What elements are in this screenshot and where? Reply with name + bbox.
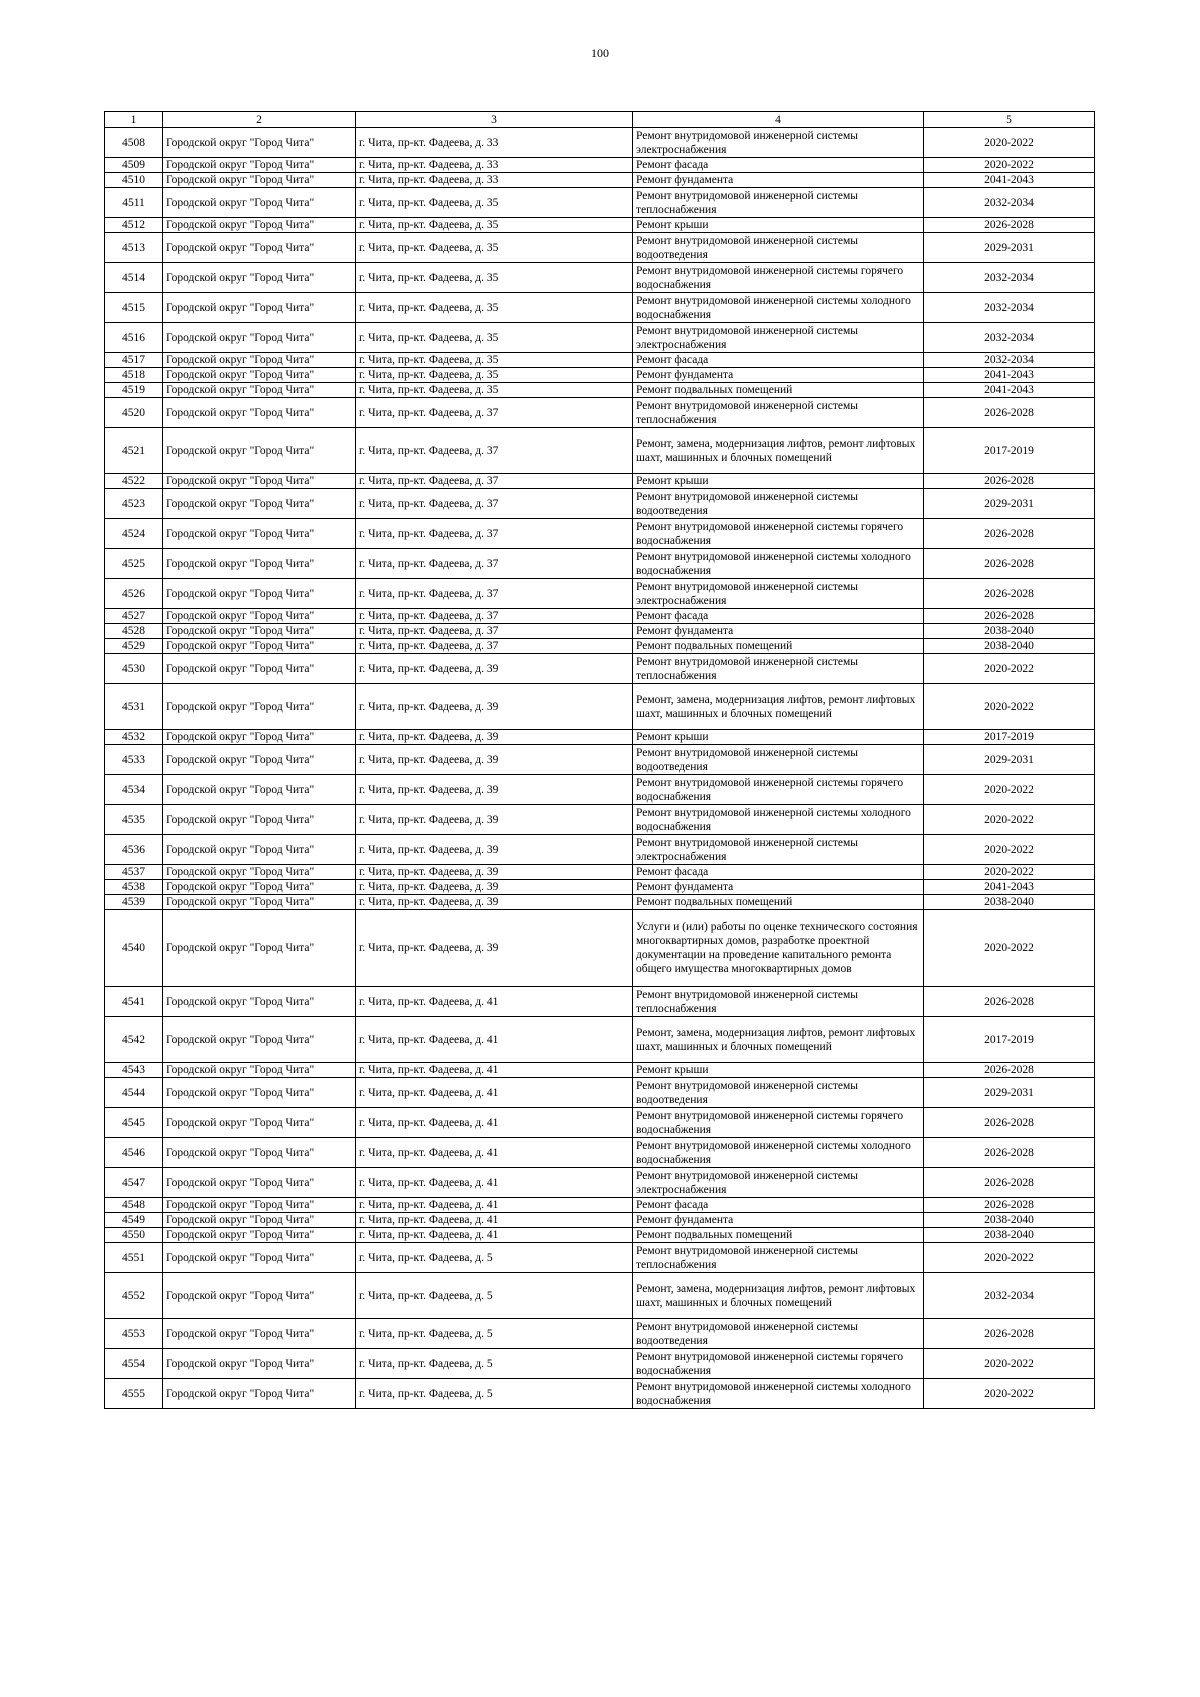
- period-cell: 2029-2031: [924, 489, 1095, 519]
- municipality-cell: Городской округ "Город Чита": [163, 368, 356, 383]
- work-type-cell: Ремонт фундамента: [633, 368, 924, 383]
- work-type-cell: Ремонт крыши: [633, 218, 924, 233]
- address-cell: г. Чита, пр-кт. Фадеева, д. 39: [356, 895, 633, 910]
- address-cell: г. Чита, пр-кт. Фадеева, д. 5: [356, 1379, 633, 1409]
- address-cell: г. Чита, пр-кт. Фадеева, д. 35: [356, 293, 633, 323]
- table-row: [105, 654, 1095, 684]
- address-cell: г. Чита, пр-кт. Фадеева, д. 39: [356, 775, 633, 805]
- period-cell: 2020-2022: [924, 1243, 1095, 1273]
- period-cell: 2026-2028: [924, 549, 1095, 579]
- row-number: 4554: [105, 1349, 163, 1379]
- row-number: 4526: [105, 579, 163, 609]
- address-cell: г. Чита, пр-кт. Фадеева, д. 41: [356, 1063, 633, 1078]
- municipality-cell: Городской округ "Город Чита": [163, 745, 356, 775]
- address-cell: г. Чита, пр-кт. Фадеева, д. 39: [356, 910, 633, 987]
- period-cell: 2029-2031: [924, 1078, 1095, 1108]
- header-col-5: 5: [924, 112, 1095, 128]
- table-row: [105, 1017, 1095, 1063]
- table-row: [105, 835, 1095, 865]
- work-type-cell: Ремонт фасада: [633, 158, 924, 173]
- row-number: 4518: [105, 368, 163, 383]
- row-number: 4527: [105, 609, 163, 624]
- period-cell: 2020-2022: [924, 1349, 1095, 1379]
- period-cell: 2041-2043: [924, 880, 1095, 895]
- municipality-cell: Городской округ "Город Чита": [163, 624, 356, 639]
- period-cell: 2026-2028: [924, 1138, 1095, 1168]
- municipality-cell: Городской округ "Город Чита": [163, 293, 356, 323]
- period-cell: 2041-2043: [924, 173, 1095, 188]
- row-number: 4511: [105, 188, 163, 218]
- table-row: [105, 1108, 1095, 1138]
- table-body: [105, 128, 1095, 1409]
- municipality-cell: Городской округ "Город Чита": [163, 1243, 356, 1273]
- table-row: [105, 233, 1095, 263]
- row-number: 4549: [105, 1213, 163, 1228]
- period-cell: 2020-2022: [924, 1379, 1095, 1409]
- address-cell: г. Чита, пр-кт. Фадеева, д. 5: [356, 1243, 633, 1273]
- row-number: 4514: [105, 263, 163, 293]
- work-type-cell: Ремонт внутридомовой инженерной системы холодного водоснабжения: [633, 1138, 924, 1168]
- period-cell: 2041-2043: [924, 368, 1095, 383]
- period-cell: 2017-2019: [924, 1017, 1095, 1063]
- address-cell: г. Чита, пр-кт. Фадеева, д. 41: [356, 1017, 633, 1063]
- table-row: [105, 1243, 1095, 1273]
- work-type-cell: Ремонт внутридомовой инженерной системы электроснабжения: [633, 128, 924, 158]
- period-cell: 2032-2034: [924, 188, 1095, 218]
- municipality-cell: Городской округ "Город Чита": [163, 865, 356, 880]
- period-cell: 2020-2022: [924, 128, 1095, 158]
- table-row: [105, 353, 1095, 368]
- work-type-cell: Ремонт подвальных помещений: [633, 639, 924, 654]
- work-type-cell: Ремонт внутридомовой инженерной системы теплоснабжения: [633, 1243, 924, 1273]
- period-cell: 2038-2040: [924, 639, 1095, 654]
- work-type-cell: Ремонт внутридомовой инженерной системы холодного водоснабжения: [633, 293, 924, 323]
- row-number: 4530: [105, 654, 163, 684]
- row-number: 4520: [105, 398, 163, 428]
- address-cell: г. Чита, пр-кт. Фадеева, д. 39: [356, 865, 633, 880]
- table-row: [105, 173, 1095, 188]
- row-number: 4540: [105, 910, 163, 987]
- work-type-cell: Ремонт фасада: [633, 865, 924, 880]
- municipality-cell: Городской округ "Город Чита": [163, 1228, 356, 1243]
- row-number: 4551: [105, 1243, 163, 1273]
- period-cell: 2026-2028: [924, 1198, 1095, 1213]
- table-row: [105, 474, 1095, 489]
- row-number: 4529: [105, 639, 163, 654]
- page-number: 100: [591, 46, 609, 60]
- row-number: 4545: [105, 1108, 163, 1138]
- work-type-cell: Ремонт крыши: [633, 730, 924, 745]
- table-row: [105, 1198, 1095, 1213]
- municipality-cell: Городской округ "Город Чита": [163, 1213, 356, 1228]
- municipality-cell: Городской округ "Город Чита": [163, 474, 356, 489]
- municipality-cell: Городской округ "Город Чита": [163, 188, 356, 218]
- work-type-cell: Ремонт внутридомовой инженерной системы холодного водоснабжения: [633, 1379, 924, 1409]
- row-number: 4508: [105, 128, 163, 158]
- address-cell: г. Чита, пр-кт. Фадеева, д. 37: [356, 489, 633, 519]
- address-cell: г. Чита, пр-кт. Фадеева, д. 33: [356, 128, 633, 158]
- table-row: [105, 910, 1095, 987]
- work-type-cell: Ремонт фундамента: [633, 1213, 924, 1228]
- period-cell: 2020-2022: [924, 865, 1095, 880]
- row-number: 4521: [105, 428, 163, 474]
- table-row: [105, 624, 1095, 639]
- row-number: 4532: [105, 730, 163, 745]
- row-number: 4552: [105, 1273, 163, 1319]
- municipality-cell: Городской округ "Город Чита": [163, 489, 356, 519]
- row-number: 4534: [105, 775, 163, 805]
- address-cell: г. Чита, пр-кт. Фадеева, д. 39: [356, 835, 633, 865]
- table-row: [105, 1213, 1095, 1228]
- work-type-cell: Ремонт внутридомовой инженерной системы электроснабжения: [633, 579, 924, 609]
- address-cell: г. Чита, пр-кт. Фадеева, д. 39: [356, 654, 633, 684]
- table-row: [105, 128, 1095, 158]
- period-cell: 2026-2028: [924, 1108, 1095, 1138]
- municipality-cell: Городской округ "Город Чита": [163, 233, 356, 263]
- municipality-cell: Городской округ "Город Чита": [163, 1198, 356, 1213]
- row-number: 4523: [105, 489, 163, 519]
- period-cell: 2032-2034: [924, 1273, 1095, 1319]
- municipality-cell: Городской округ "Город Чита": [163, 609, 356, 624]
- table-row: [105, 1078, 1095, 1108]
- period-cell: 2032-2034: [924, 293, 1095, 323]
- table-row: [105, 218, 1095, 233]
- row-number: 4525: [105, 549, 163, 579]
- municipality-cell: Городской округ "Город Чита": [163, 128, 356, 158]
- period-cell: 2038-2040: [924, 1213, 1095, 1228]
- row-number: 4546: [105, 1138, 163, 1168]
- address-cell: г. Чита, пр-кт. Фадеева, д. 39: [356, 730, 633, 745]
- row-number: 4538: [105, 880, 163, 895]
- address-cell: г. Чита, пр-кт. Фадеева, д. 5: [356, 1273, 633, 1319]
- period-cell: 2026-2028: [924, 1319, 1095, 1349]
- municipality-cell: Городской округ "Город Чита": [163, 579, 356, 609]
- row-number: 4515: [105, 293, 163, 323]
- row-number: 4536: [105, 835, 163, 865]
- municipality-cell: Городской округ "Город Чита": [163, 158, 356, 173]
- period-cell: 2032-2034: [924, 353, 1095, 368]
- work-type-cell: Ремонт внутридомовой инженерной системы теплоснабжения: [633, 987, 924, 1017]
- address-cell: г. Чита, пр-кт. Фадеева, д. 39: [356, 805, 633, 835]
- table-row: [105, 745, 1095, 775]
- work-type-cell: Ремонт внутридомовой инженерной системы водоотведения: [633, 489, 924, 519]
- header-col-2: 2: [163, 112, 356, 128]
- address-cell: г. Чита, пр-кт. Фадеева, д. 37: [356, 624, 633, 639]
- municipality-cell: Городской округ "Город Чита": [163, 549, 356, 579]
- table-row: [105, 987, 1095, 1017]
- work-type-cell: Ремонт внутридомовой инженерной системы горячего водоснабжения: [633, 775, 924, 805]
- period-cell: 2029-2031: [924, 233, 1095, 263]
- period-cell: 2029-2031: [924, 745, 1095, 775]
- address-cell: г. Чита, пр-кт. Фадеева, д. 33: [356, 158, 633, 173]
- period-cell: 2026-2028: [924, 609, 1095, 624]
- municipality-cell: Городской округ "Город Чита": [163, 987, 356, 1017]
- work-type-cell: Ремонт, замена, модернизация лифтов, ремонт лифтовых шахт, машинных и блочных помещений: [633, 1017, 924, 1063]
- row-number: 4555: [105, 1379, 163, 1409]
- table-row: [105, 639, 1095, 654]
- table-row: [105, 1063, 1095, 1078]
- work-type-cell: Ремонт внутридомовой инженерной системы теплоснабжения: [633, 398, 924, 428]
- municipality-cell: Городской округ "Город Чита": [163, 895, 356, 910]
- period-cell: 2020-2022: [924, 684, 1095, 730]
- table-row: [105, 293, 1095, 323]
- address-cell: г. Чита, пр-кт. Фадеева, д. 37: [356, 579, 633, 609]
- repair-schedule-table: [104, 111, 1095, 1409]
- period-cell: 2026-2028: [924, 218, 1095, 233]
- work-type-cell: Ремонт внутридомовой инженерной системы теплоснабжения: [633, 188, 924, 218]
- address-cell: г. Чита, пр-кт. Фадеева, д. 41: [356, 1138, 633, 1168]
- row-number: 4548: [105, 1198, 163, 1213]
- row-number: 4535: [105, 805, 163, 835]
- period-cell: 2020-2022: [924, 158, 1095, 173]
- work-type-cell: Ремонт внутридомовой инженерной системы электроснабжения: [633, 835, 924, 865]
- work-type-cell: Ремонт внутридомовой инженерной системы водоотведения: [633, 233, 924, 263]
- table-row: [105, 398, 1095, 428]
- work-type-cell: Ремонт внутридомовой инженерной системы электроснабжения: [633, 323, 924, 353]
- table-row: [105, 188, 1095, 218]
- row-number: 4528: [105, 624, 163, 639]
- period-cell: 2038-2040: [924, 895, 1095, 910]
- period-cell: 2026-2028: [924, 1168, 1095, 1198]
- address-cell: г. Чита, пр-кт. Фадеева, д. 5: [356, 1349, 633, 1379]
- row-number: 4550: [105, 1228, 163, 1243]
- municipality-cell: Городской округ "Город Чита": [163, 880, 356, 895]
- table-row: [105, 805, 1095, 835]
- address-cell: г. Чита, пр-кт. Фадеева, д. 39: [356, 880, 633, 895]
- work-type-cell: Ремонт фасада: [633, 353, 924, 368]
- work-type-cell: Ремонт фундамента: [633, 624, 924, 639]
- row-number: 4537: [105, 865, 163, 880]
- period-cell: 2038-2040: [924, 624, 1095, 639]
- address-cell: г. Чита, пр-кт. Фадеева, д. 41: [356, 1078, 633, 1108]
- municipality-cell: Городской округ "Город Чита": [163, 835, 356, 865]
- period-cell: 2026-2028: [924, 1063, 1095, 1078]
- period-cell: 2032-2034: [924, 263, 1095, 293]
- table-row: [105, 368, 1095, 383]
- row-number: 4531: [105, 684, 163, 730]
- address-cell: г. Чита, пр-кт. Фадеева, д. 35: [356, 383, 633, 398]
- row-number: 4516: [105, 323, 163, 353]
- table-row: [105, 1319, 1095, 1349]
- municipality-cell: Городской округ "Город Чита": [163, 684, 356, 730]
- table-row: [105, 158, 1095, 173]
- work-type-cell: Ремонт фундамента: [633, 880, 924, 895]
- table-row: [105, 263, 1095, 293]
- work-type-cell: Ремонт внутридомовой инженерной системы горячего водоснабжения: [633, 1349, 924, 1379]
- work-type-cell: Ремонт фасада: [633, 1198, 924, 1213]
- address-cell: г. Чита, пр-кт. Фадеева, д. 35: [356, 368, 633, 383]
- period-cell: 2026-2028: [924, 519, 1095, 549]
- work-type-cell: Ремонт, замена, модернизация лифтов, ремонт лифтовых шахт, машинных и блочных помещений: [633, 1273, 924, 1319]
- row-number: 4544: [105, 1078, 163, 1108]
- table-row: [105, 1349, 1095, 1379]
- period-cell: 2032-2034: [924, 323, 1095, 353]
- table-row: [105, 730, 1095, 745]
- address-cell: г. Чита, пр-кт. Фадеева, д. 37: [356, 398, 633, 428]
- municipality-cell: Городской округ "Город Чита": [163, 805, 356, 835]
- municipality-cell: Городской округ "Город Чита": [163, 1078, 356, 1108]
- period-cell: 2026-2028: [924, 398, 1095, 428]
- address-cell: г. Чита, пр-кт. Фадеева, д. 5: [356, 1319, 633, 1349]
- municipality-cell: Городской округ "Город Чита": [163, 383, 356, 398]
- period-cell: 2038-2040: [924, 1228, 1095, 1243]
- table-row: [105, 684, 1095, 730]
- header-row: [105, 112, 1095, 128]
- municipality-cell: Городской округ "Город Чита": [163, 519, 356, 549]
- address-cell: г. Чита, пр-кт. Фадеева, д. 35: [356, 263, 633, 293]
- work-type-cell: Ремонт подвальных помещений: [633, 1228, 924, 1243]
- row-number: 4539: [105, 895, 163, 910]
- table-row: [105, 1273, 1095, 1319]
- work-type-cell: Ремонт фасада: [633, 609, 924, 624]
- table-row: [105, 895, 1095, 910]
- header-col-4: 4: [633, 112, 924, 128]
- municipality-cell: Городской округ "Город Чита": [163, 1108, 356, 1138]
- period-cell: 2026-2028: [924, 579, 1095, 609]
- table-row: [105, 1138, 1095, 1168]
- municipality-cell: Городской округ "Город Чита": [163, 910, 356, 987]
- work-type-cell: Ремонт внутридомовой инженерной системы водоотведения: [633, 1078, 924, 1108]
- municipality-cell: Городской округ "Город Чита": [163, 323, 356, 353]
- row-number: 4519: [105, 383, 163, 398]
- period-cell: 2041-2043: [924, 383, 1095, 398]
- row-number: 4541: [105, 987, 163, 1017]
- address-cell: г. Чита, пр-кт. Фадеева, д. 41: [356, 1168, 633, 1198]
- municipality-cell: Городской округ "Город Чита": [163, 639, 356, 654]
- table-row: [105, 775, 1095, 805]
- header-col-1: 1: [105, 112, 163, 128]
- municipality-cell: Городской округ "Город Чита": [163, 1379, 356, 1409]
- municipality-cell: Городской округ "Город Чита": [163, 1319, 356, 1349]
- period-cell: 2017-2019: [924, 730, 1095, 745]
- header-col-3: 3: [356, 112, 633, 128]
- address-cell: г. Чита, пр-кт. Фадеева, д. 37: [356, 549, 633, 579]
- row-number: 4543: [105, 1063, 163, 1078]
- row-number: 4542: [105, 1017, 163, 1063]
- period-cell: 2026-2028: [924, 474, 1095, 489]
- row-number: 4547: [105, 1168, 163, 1198]
- table-row: [105, 549, 1095, 579]
- work-type-cell: Ремонт крыши: [633, 1063, 924, 1078]
- table-row: [105, 1379, 1095, 1409]
- row-number: 4522: [105, 474, 163, 489]
- address-cell: г. Чита, пр-кт. Фадеева, д. 33: [356, 173, 633, 188]
- row-number: 4512: [105, 218, 163, 233]
- municipality-cell: Городской округ "Город Чита": [163, 428, 356, 474]
- address-cell: г. Чита, пр-кт. Фадеева, д. 41: [356, 987, 633, 1017]
- address-cell: г. Чита, пр-кт. Фадеева, д. 37: [356, 639, 633, 654]
- row-number: 4513: [105, 233, 163, 263]
- address-cell: г. Чита, пр-кт. Фадеева, д. 35: [356, 233, 633, 263]
- work-type-cell: Ремонт внутридомовой инженерной системы электроснабжения: [633, 1168, 924, 1198]
- table-row: [105, 519, 1095, 549]
- work-type-cell: Ремонт внутридомовой инженерной системы холодного водоснабжения: [633, 549, 924, 579]
- work-type-cell: Ремонт внутридомовой инженерной системы водоотведения: [633, 1319, 924, 1349]
- table-row: [105, 1228, 1095, 1243]
- work-type-cell: Ремонт внутридомовой инженерной системы холодного водоснабжения: [633, 805, 924, 835]
- municipality-cell: Городской округ "Город Чита": [163, 1063, 356, 1078]
- table-row: [105, 1168, 1095, 1198]
- period-cell: 2020-2022: [924, 775, 1095, 805]
- table-row: [105, 880, 1095, 895]
- period-cell: 2020-2022: [924, 805, 1095, 835]
- municipality-cell: Городской округ "Город Чита": [163, 173, 356, 188]
- municipality-cell: Городской округ "Город Чита": [163, 1273, 356, 1319]
- work-type-cell: Ремонт внутридомовой инженерной системы горячего водоснабжения: [633, 263, 924, 293]
- address-cell: г. Чита, пр-кт. Фадеева, д. 35: [356, 353, 633, 368]
- work-type-cell: Услуги и (или) работы по оценке технического состояния многоквартирных домов, разработке проектной документации на проведение капитального ремонта общего имущества многоквартирных домов: [633, 910, 924, 987]
- municipality-cell: Городской округ "Город Чита": [163, 775, 356, 805]
- municipality-cell: Городской округ "Город Чита": [163, 1138, 356, 1168]
- address-cell: г. Чита, пр-кт. Фадеева, д. 35: [356, 188, 633, 218]
- municipality-cell: Городской округ "Город Чита": [163, 263, 356, 293]
- address-cell: г. Чита, пр-кт. Фадеева, д. 41: [356, 1228, 633, 1243]
- table-row: [105, 383, 1095, 398]
- row-number: 4533: [105, 745, 163, 775]
- work-type-cell: Ремонт внутридомовой инженерной системы горячего водоснабжения: [633, 519, 924, 549]
- address-cell: г. Чита, пр-кт. Фадеева, д. 41: [356, 1213, 633, 1228]
- municipality-cell: Городской округ "Город Чита": [163, 1168, 356, 1198]
- municipality-cell: Городской округ "Город Чита": [163, 1349, 356, 1379]
- municipality-cell: Городской округ "Город Чита": [163, 218, 356, 233]
- work-type-cell: Ремонт внутридомовой инженерной системы теплоснабжения: [633, 654, 924, 684]
- work-type-cell: Ремонт подвальных помещений: [633, 895, 924, 910]
- address-cell: г. Чита, пр-кт. Фадеева, д. 37: [356, 474, 633, 489]
- period-cell: 2026-2028: [924, 987, 1095, 1017]
- table-row: [105, 609, 1095, 624]
- row-number: 4524: [105, 519, 163, 549]
- municipality-cell: Городской округ "Город Чита": [163, 1017, 356, 1063]
- address-cell: г. Чита, пр-кт. Фадеева, д. 39: [356, 684, 633, 730]
- municipality-cell: Городской округ "Город Чита": [163, 398, 356, 428]
- address-cell: г. Чита, пр-кт. Фадеева, д. 41: [356, 1108, 633, 1138]
- address-cell: г. Чита, пр-кт. Фадеева, д. 39: [356, 745, 633, 775]
- period-cell: 2020-2022: [924, 835, 1095, 865]
- period-cell: 2017-2019: [924, 428, 1095, 474]
- work-type-cell: Ремонт фундамента: [633, 173, 924, 188]
- address-cell: г. Чита, пр-кт. Фадеева, д. 41: [356, 1198, 633, 1213]
- work-type-cell: Ремонт крыши: [633, 474, 924, 489]
- address-cell: г. Чита, пр-кт. Фадеева, д. 37: [356, 519, 633, 549]
- address-cell: г. Чита, пр-кт. Фадеева, д. 37: [356, 428, 633, 474]
- row-number: 4510: [105, 173, 163, 188]
- address-cell: г. Чита, пр-кт. Фадеева, д. 35: [356, 218, 633, 233]
- work-type-cell: Ремонт подвальных помещений: [633, 383, 924, 398]
- table-row: [105, 489, 1095, 519]
- work-type-cell: Ремонт, замена, модернизация лифтов, ремонт лифтовых шахт, машинных и блочных помещений: [633, 428, 924, 474]
- table-row: [105, 865, 1095, 880]
- work-type-cell: Ремонт, замена, модернизация лифтов, ремонт лифтовых шахт, машинных и блочных помещений: [633, 684, 924, 730]
- table-row: [105, 323, 1095, 353]
- address-cell: г. Чита, пр-кт. Фадеева, д. 35: [356, 323, 633, 353]
- row-number: 4517: [105, 353, 163, 368]
- row-number: 4553: [105, 1319, 163, 1349]
- period-cell: 2020-2022: [924, 654, 1095, 684]
- municipality-cell: Городской округ "Город Чита": [163, 353, 356, 368]
- municipality-cell: Городской округ "Город Чита": [163, 730, 356, 745]
- work-type-cell: Ремонт внутридомовой инженерной системы водоотведения: [633, 745, 924, 775]
- row-number: 4509: [105, 158, 163, 173]
- municipality-cell: Городской округ "Город Чита": [163, 654, 356, 684]
- address-cell: г. Чита, пр-кт. Фадеева, д. 37: [356, 609, 633, 624]
- work-type-cell: Ремонт внутридомовой инженерной системы горячего водоснабжения: [633, 1108, 924, 1138]
- table-row: [105, 579, 1095, 609]
- table-row: [105, 428, 1095, 474]
- period-cell: 2020-2022: [924, 910, 1095, 987]
